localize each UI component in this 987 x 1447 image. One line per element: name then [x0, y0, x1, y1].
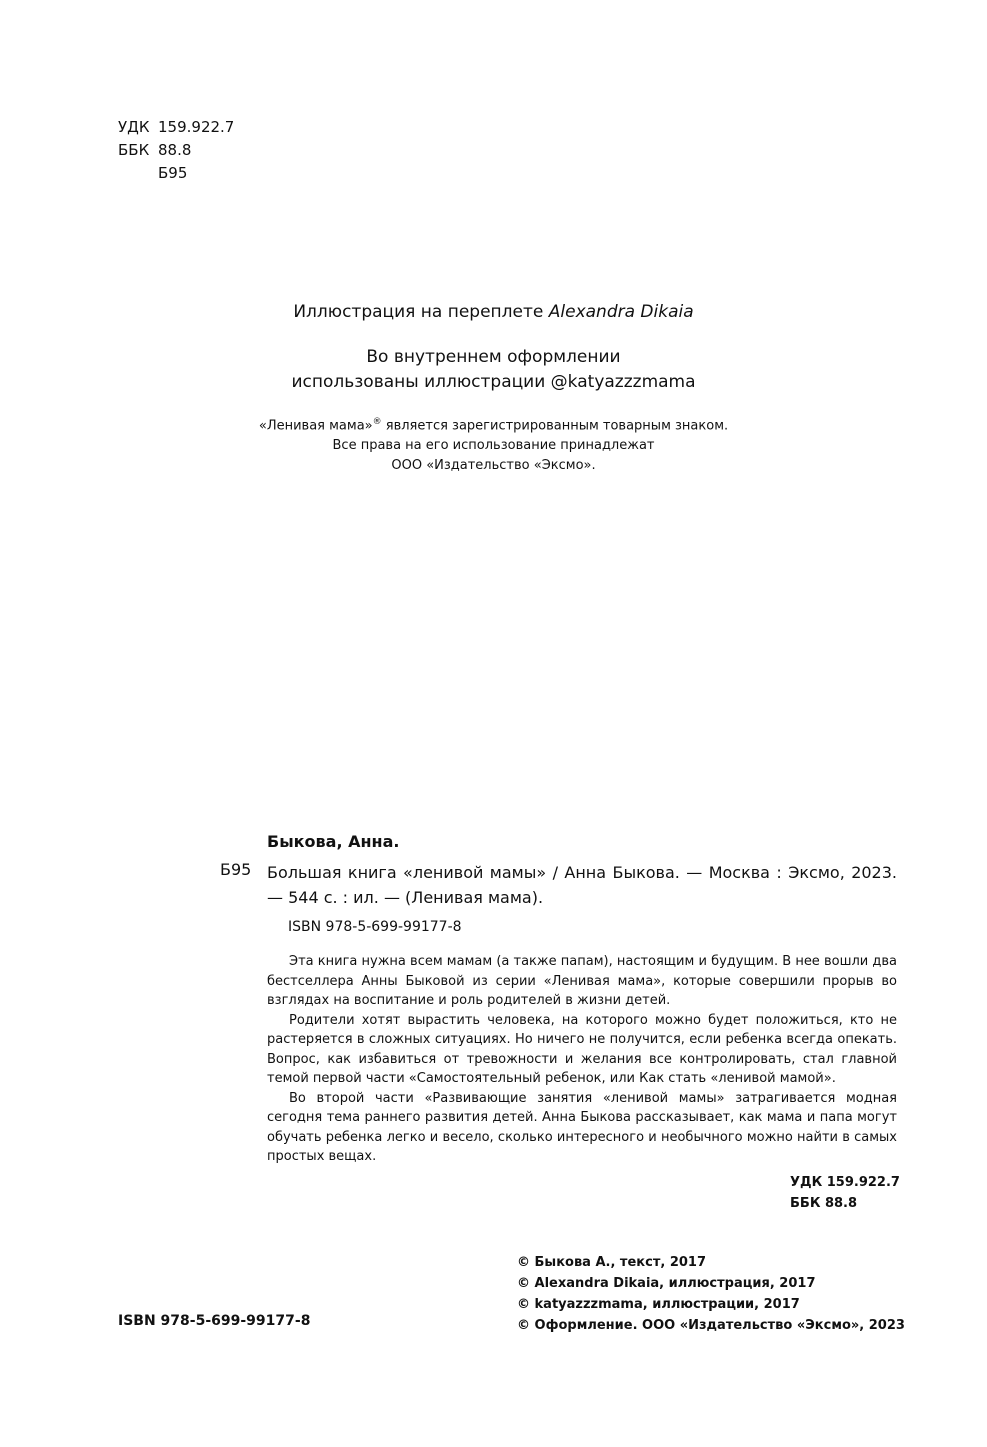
isbn-bottom: ISBN 978-5-699-99177-8 [118, 1313, 311, 1329]
trademark-name: «Ленивая мама» [258, 418, 373, 434]
annotation-paragraph: Родители хотят вырастить человека, на которого можно будет положиться, кто не растеряется в сложных ситуациях. Но ничего не получится, если ребенка всегда опекать. Вопрос, как избавиться от тревожности и желания все контролировать, стал главной темой первой части «Самостоятельный ребенок, или Как стать «ленивой мамой». [267, 1012, 897, 1086]
cover-illustration-artist: Alexandra Dikaia [548, 302, 694, 322]
bbk-code: ББК 88.8 [790, 1196, 858, 1211]
bbk-value: 88.8 [158, 141, 192, 159]
udk-row [118, 116, 234, 139]
registered-mark: ® [372, 417, 382, 427]
cover-illustration-text: Иллюстрация на переплете [293, 302, 549, 322]
cover-illustration-credit [0, 302, 987, 322]
copyright-line: © katyazzzmama, иллюстрации, 2017 [517, 1297, 800, 1312]
bibliography-author: Быкова, Анна. [267, 832, 400, 851]
bibliography-mark: Б95 [220, 860, 252, 879]
copyright-line: © Быкова А., текст, 2017 [517, 1255, 706, 1270]
annotation-paragraph: Эта книга нужна всем мамам (а также папам), настоящим и будущим. В нее вошли два бестселлера Анны Быковой из серии «Ленивая мама», которые совершили прорыв во взглядах на воспитание и роль родителей в жизни детей. [267, 954, 897, 1008]
inner-design-line1: Во внутреннем оформлении [366, 347, 621, 367]
inner-design-credit [0, 345, 987, 395]
bbk-label: ББК [118, 141, 150, 159]
udk-bbk-block [790, 1172, 900, 1214]
bbk-row [118, 139, 234, 162]
author-mark: Б95 [158, 164, 188, 182]
bibliography-entry: Большая книга «ленивой мамы» / Анна Быкова. — Москва : Эксмо, 2023. — 544 с. : ил. — (Ленивая мама). [267, 863, 897, 907]
trademark-line1 [0, 412, 987, 436]
trademark-line1-end: является зарегистрированным товарным знаком. [381, 418, 729, 434]
trademark-line2: Все права на его использование принадлежат [332, 438, 655, 454]
catalog-codes [118, 116, 234, 185]
copyright-line: © Оформление. ООО «Издательство «Эксмо», 2023 [517, 1318, 905, 1333]
udk-value: 159.922.7 [158, 118, 235, 136]
udk-code: УДК 159.922.7 [790, 1175, 900, 1190]
trademark-line3: ООО «Издательство «Эксмо». [391, 458, 596, 474]
trademark-notice [0, 412, 987, 476]
copyright-line: © Alexandra Dikaia, иллюстрация, 2017 [517, 1276, 816, 1291]
inner-design-line2: использованы иллюстрации @katyazzzmama [291, 372, 696, 392]
copyright-list [517, 1252, 905, 1336]
annotation-paragraph: Во второй части «Развивающие занятия «ленивой мамы» затрагивается модная сегодня тема раннего развития детей. Анна Быкова рассказывает, как мама и папа могут обучать ребенка легко и весело, сколько интересного и необычного можно найти в самых простых вещах. [267, 1090, 897, 1164]
bibliography-isbn: ISBN 978-5-699-99177-8 [288, 919, 462, 935]
udk-label: УДК [118, 118, 150, 136]
annotation [267, 952, 897, 1167]
